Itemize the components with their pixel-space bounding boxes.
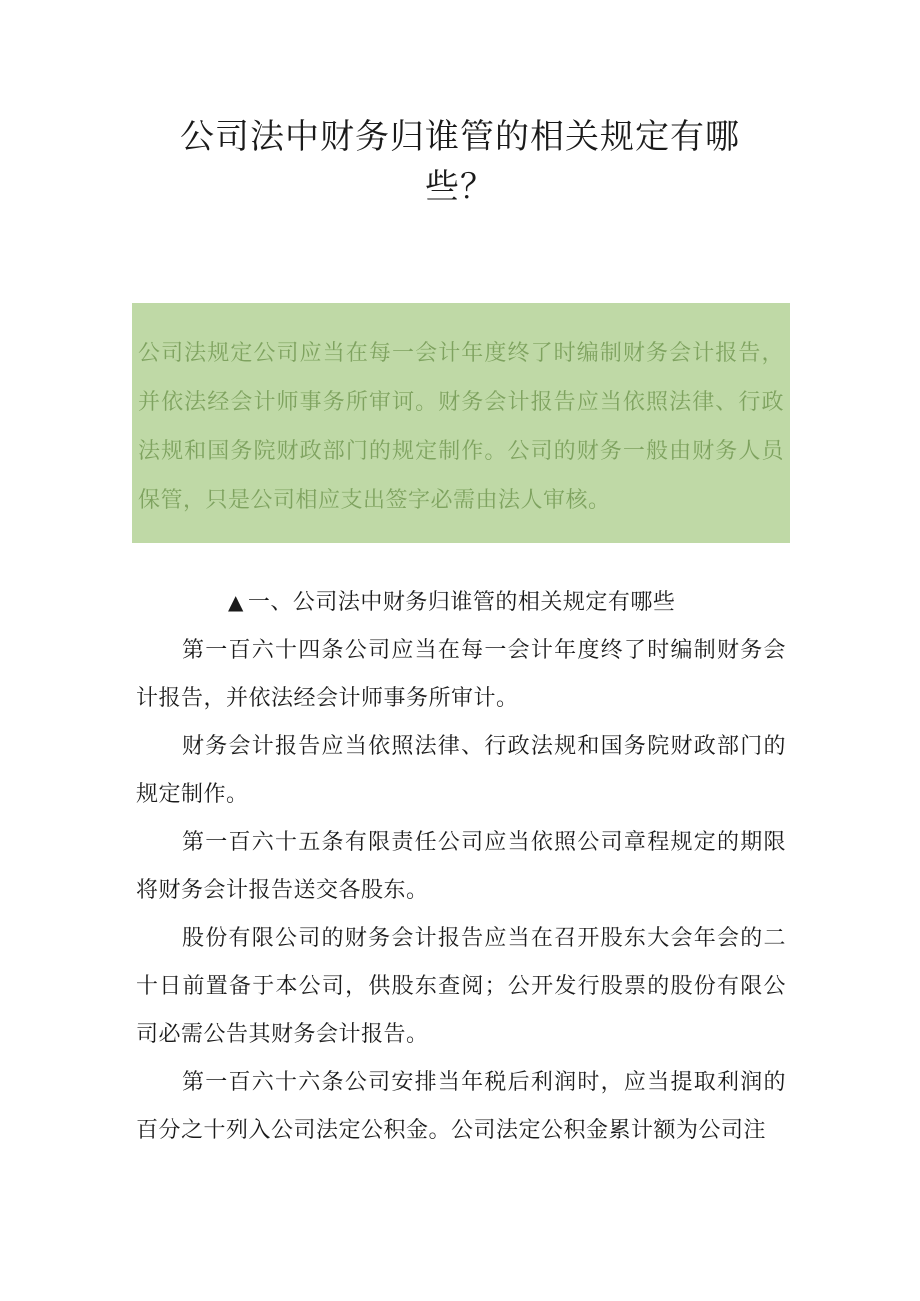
section-heading: [136, 578, 786, 627]
body-paragraph: 第一百六十六条公司安排当年税后利润时，应当提取利润的百分之十列入公司法定公积金。公司法定公积金累计额为公司注: [136, 1070, 786, 1143]
body-paragraph: 第一百六十五条有限责任公司应当依照公司章程规定的期限将财务会计报告送交各股东。: [136, 830, 786, 903]
summary-text: 公司法规定公司应当在每一会计年度终了时编制财务会计报告，并依法经会计师事务所审诃。财务会计报告应当依照法律、行政法规和国务院财政部门的规定制作。公司的财务一般由财务人员保管，只是公司相应支出签字必需由法人审核。: [138, 341, 784, 513]
body-paragraph: 财务会计报告应当依照法律、行政法规和国务院财政部门的规定制作。: [136, 734, 786, 807]
section-heading-text: 一、公司法中财务归谁管的相关规定有哪些: [247, 590, 676, 615]
document-title: 公司法中财务归谁管的相关规定有哪些？: [180, 117, 740, 207]
triangle-marker-icon: ▲: [228, 590, 244, 614]
summary-box: [132, 303, 790, 543]
document-body: [136, 578, 786, 1155]
body-paragraph: 第一百六十四条公司应当在每一会计年度终了时编制财务会计报告，并依法经会计师事务所审计。: [136, 638, 786, 711]
body-paragraph: 股份有限公司的财务会计报告应当在召开股东大会年会的二十日前置备于本公司，供股东查阅；公开发行股票的股份有限公司必需公告其财务会计报告。: [136, 926, 786, 1047]
